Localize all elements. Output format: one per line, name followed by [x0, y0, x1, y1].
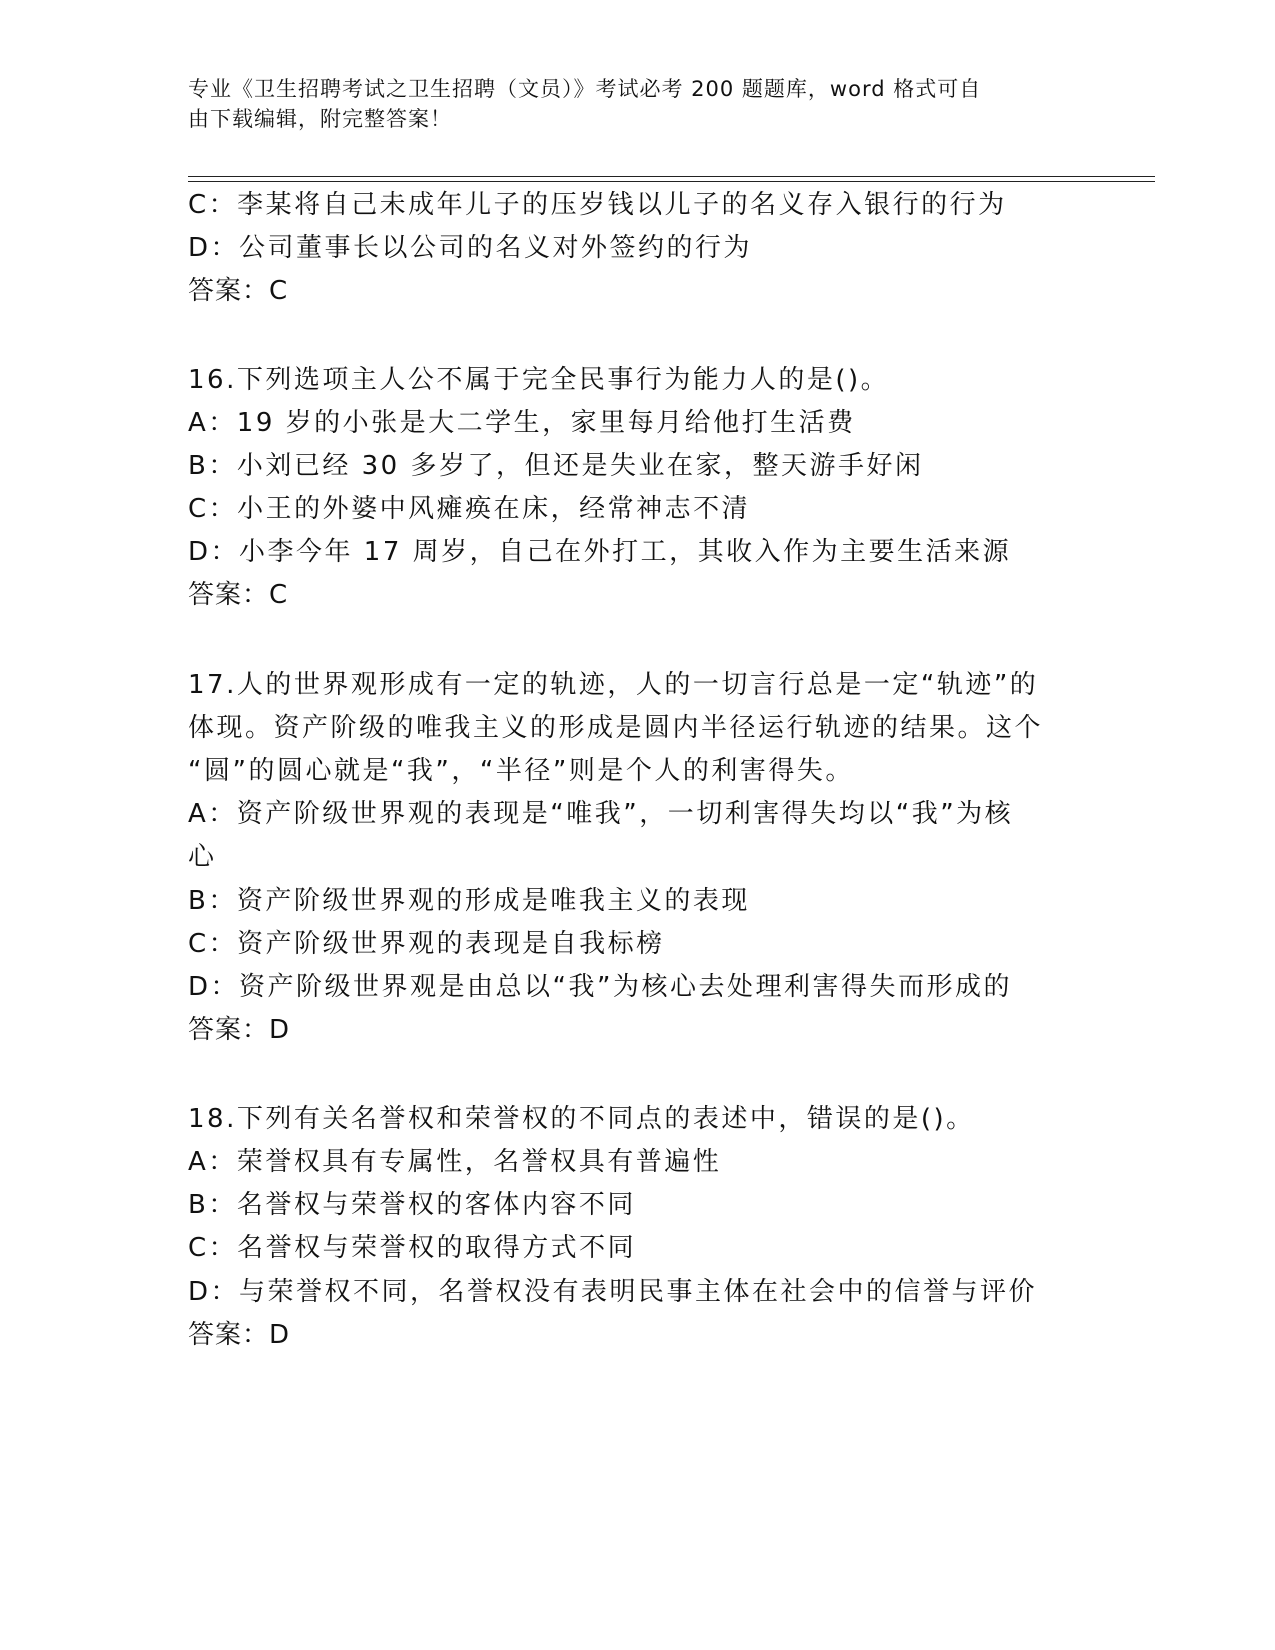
q15-option-d: D：公司董事长以公司的名义对外签约的行为 [188, 233, 753, 263]
q18-answer: 答案：D [188, 1320, 291, 1350]
q15-answer: 答案：C [188, 276, 289, 306]
q18-option-a: A：荣誉权具有专属性，名誉权具有普遍性 [188, 1147, 722, 1177]
q16-option-d: D：小李今年 17 周岁，自己在外打工，其收入作为主要生活来源 [188, 537, 1012, 567]
q16-option-b: B：小刘已经 30 多岁了，但还是失业在家，整天游手好闲 [188, 451, 924, 481]
q17-stem-line-3: “圆”的圆心就是“我”，“半径”则是个人的利害得失。 [188, 756, 854, 786]
q17-stem-line-2: 体现。资产阶级的唯我主义的形成是圆内半径运行轨迹的结果。这个 [188, 713, 1044, 743]
q17-option-b: B：资产阶级世界观的形成是唯我主义的表现 [188, 886, 750, 916]
q17-option-a-line-2: 心 [188, 842, 217, 872]
q16-answer: 答案：C [188, 580, 289, 610]
q18-option-b: B：名誉权与荣誉权的客体内容不同 [188, 1190, 636, 1220]
q17-option-d: D：资产阶级世界观是由总以“我”为核心去处理利害得失而形成的 [188, 972, 1012, 1002]
q15-option-c: C：李某将自己未成年儿子的压岁钱以儿子的名义存入银行的行为 [188, 190, 1007, 220]
header-divider-top [188, 176, 1155, 177]
q18-option-c: C：名誉权与荣誉权的取得方式不同 [188, 1233, 637, 1263]
q17-option-a-line-1: A：资产阶级世界观的表现是“唯我”，一切利害得失均以“我”为核 [188, 799, 1014, 829]
header-line-2: 由下载编辑，附完整答案！ [188, 107, 452, 131]
q18-stem: 18.下列有关名誉权和荣誉权的不同点的表述中，错误的是()。 [188, 1104, 975, 1134]
q18-option-d: D：与荣誉权不同，名誉权没有表明民事主体在社会中的信誉与评价 [188, 1277, 1038, 1307]
q16-option-c: C：小王的外婆中风瘫痪在床，经常神志不清 [188, 494, 751, 524]
q17-stem-line-1: 17.人的世界观形成有一定的轨迹，人的一切言行总是一定“轨迹”的 [188, 670, 1039, 700]
document-header [188, 74, 1088, 134]
q17-answer: 答案：D [188, 1015, 291, 1045]
header-line-1: 专业《卫生招聘考试之卫生招聘（文员）》考试必考 200 题题库，word 格式可自 [188, 77, 982, 101]
q16-stem: 16.下列选项主人公不属于完全民事行为能力人的是()。 [188, 365, 890, 395]
header-divider-bottom [188, 181, 1155, 182]
q16-option-a: A：19 岁的小张是大二学生，家里每月给他打生活费 [188, 408, 856, 438]
q17-option-c: C：资产阶级世界观的表现是自我标榜 [188, 929, 665, 959]
